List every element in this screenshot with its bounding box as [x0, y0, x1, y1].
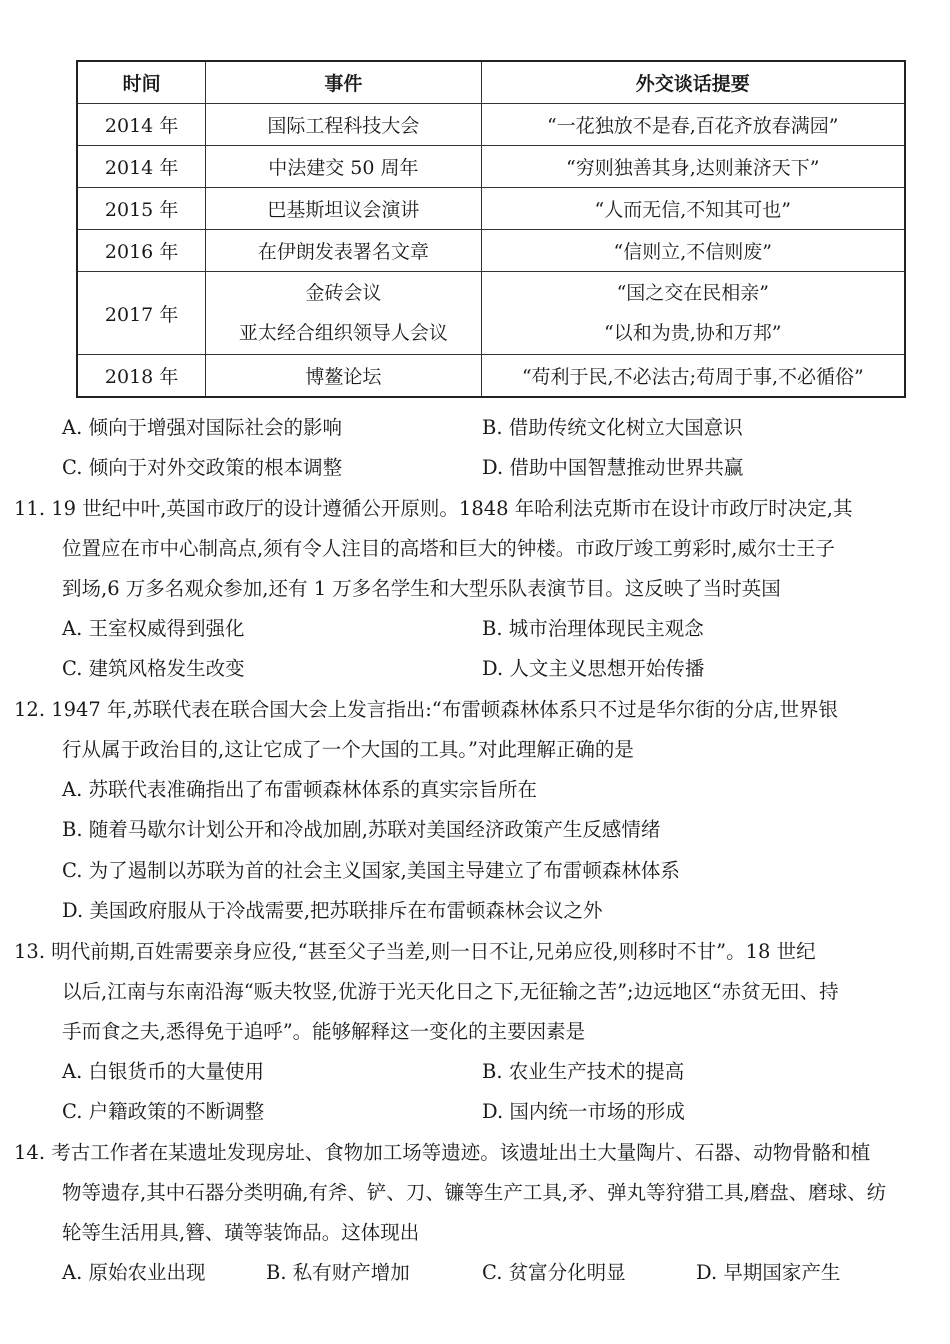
header-quote: 外交谈话提要: [481, 61, 905, 104]
quote-line: “以和为贵,协和万邦”: [604, 322, 782, 344]
event-line: 亚太经合组织领导人会议: [238, 322, 448, 344]
question-text: 物等遗存,其中石器分类明确,有斧、铲、刀、镰等生产工具,矛、弹丸等狩猎工具,磨盘、磨球、纺: [62, 1181, 887, 1204]
question-text: 11. 19 世纪中叶,英国市政厅的设计遵循公开原则。1848 年哈利法克斯市在设计市政厅时决定,其: [14, 497, 853, 520]
option-a: A. 倾向于增强对国际社会的影响: [62, 416, 342, 439]
table-row: [77, 230, 905, 272]
option-c: C. 建筑风格发生改变: [62, 657, 245, 680]
cell-event: 国际工程科技大会: [206, 104, 481, 146]
cell-quote: “苟利于民,不必法古;苟周于事,不必循俗”: [481, 355, 905, 398]
question-text: 12. 1947 年,苏联代表在联合国大会上发言指出:“布雷顿森林体系只不过是华尔街的分店,世界银: [14, 698, 838, 721]
event-line: 金砖会议: [305, 282, 382, 304]
option-d: D. 美国政府服从于冷战需要,把苏联排斥在布雷顿森林会议之外: [62, 899, 603, 922]
option-b: B. 农业生产技术的提高: [482, 1060, 685, 1083]
cell-quote: “穷则独善其身,达则兼济天下”: [481, 146, 905, 188]
option-b: B. 随着马歇尔计划公开和冷战加剧,苏联对美国经济政策产生反感情绪: [62, 818, 661, 841]
table-row: [77, 146, 905, 188]
cell-quote: “一花独放不是春,百花齐放春满园”: [481, 104, 905, 146]
option-a: A. 白银货币的大量使用: [62, 1060, 264, 1083]
table-row: [77, 355, 905, 398]
cell-time: 2018 年: [77, 355, 206, 398]
option-d: D. 人文主义思想开始传播: [482, 657, 705, 680]
option-d: D. 借助中国智慧推动世界共赢: [482, 456, 744, 479]
option-c: C. 贫富分化明显: [482, 1261, 626, 1284]
option-a: A. 原始农业出现: [62, 1261, 206, 1284]
option-d: D. 早期国家产生: [696, 1261, 841, 1284]
cell-event: 巴基斯坦议会演讲: [206, 188, 481, 230]
option-a: A. 王室权威得到强化: [62, 617, 245, 640]
question-text: 手而食之夫,悉得免于追呼”。能够解释这一变化的主要因素是: [62, 1020, 586, 1043]
question-text: 位置应在市中心制高点,须有令人注目的高塔和巨大的钟楼。市政厅竣工剪彩时,威尔士王子: [62, 537, 835, 560]
cell-time: 2014 年: [77, 146, 206, 188]
option-c: C. 为了遏制以苏联为首的社会主义国家,美国主导建立了布雷顿森林体系: [62, 859, 680, 882]
question-text: 轮等生活用具,簪、璜等装饰品。这体现出: [62, 1221, 420, 1244]
cell-quote: “人而无信,不知其可也”: [481, 188, 905, 230]
question-text: 到场,6 万多名观众参加,还有 1 万多名学生和大型乐队表演节目。这反映了当时英国: [62, 577, 781, 600]
table-row: [77, 104, 905, 146]
table-header-row: [77, 61, 905, 104]
quote-line: “国之交在民相亲”: [616, 282, 769, 304]
cell-event: 博鳌论坛: [206, 355, 481, 398]
cell-quote: [481, 272, 905, 355]
question-text: 14. 考古工作者在某遗址发现房址、食物加工场等遗迹。该遗址出土大量陶片、石器、动物骨骼和植: [14, 1141, 871, 1164]
cell-time: 2017 年: [77, 272, 206, 355]
cell-event: [206, 272, 481, 355]
cell-event: 中法建交 50 周年: [206, 146, 481, 188]
table-row: [77, 272, 905, 355]
table-row: [77, 188, 905, 230]
option-c: C. 倾向于对外交政策的根本调整: [62, 456, 343, 479]
cell-time: 2015 年: [77, 188, 206, 230]
cell-time: 2014 年: [77, 104, 206, 146]
option-b: B. 借助传统文化树立大国意识: [482, 416, 743, 439]
option-c: C. 户籍政策的不断调整: [62, 1100, 265, 1123]
option-d: D. 国内统一市场的形成: [482, 1100, 685, 1123]
question-text: 以后,江南与东南沿海“贩夫牧竖,优游于光天化日之下,无征输之苦”;边远地区“赤贫无田、持: [62, 980, 839, 1003]
diplomacy-table: [76, 60, 906, 398]
question-text: 行从属于政治目的,这让它成了一个大国的工具。”对此理解正确的是: [62, 738, 634, 761]
header-event: 事件: [206, 61, 481, 104]
option-b: B. 城市治理体现民主观念: [482, 617, 704, 640]
question-text: 13. 明代前期,百姓需要亲身应役,“甚至父子当差,则一日不让,兄弟应役,则移时不甘”。18 世纪: [14, 940, 816, 963]
cell-quote: “信则立,不信则废”: [481, 230, 905, 272]
cell-time: 2016 年: [77, 230, 206, 272]
cell-event: 在伊朗发表署名文章: [206, 230, 481, 272]
option-a: A. 苏联代表准确指出了布雷顿森林体系的真实宗旨所在: [62, 778, 537, 801]
option-b: B. 私有财产增加: [266, 1261, 410, 1284]
header-time: 时间: [77, 61, 206, 104]
